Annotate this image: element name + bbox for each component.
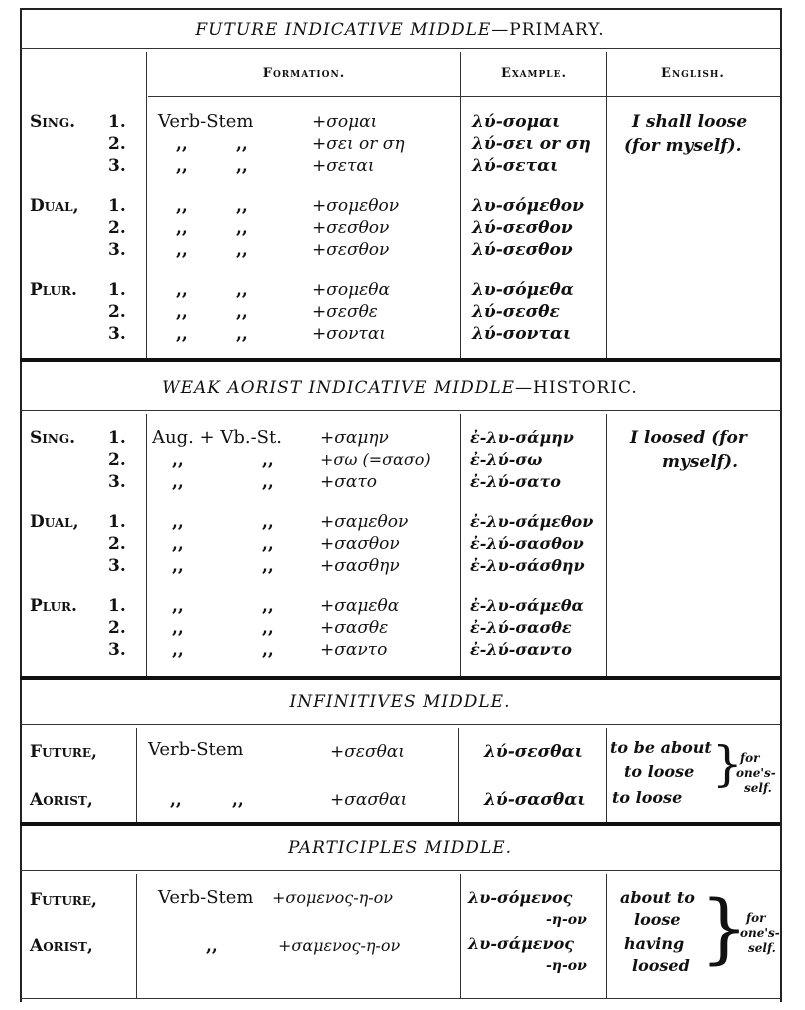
col-line bbox=[606, 414, 607, 676]
english-gloss: to be about bbox=[610, 738, 712, 757]
header-rule bbox=[148, 96, 780, 97]
number-label: Dual, bbox=[30, 512, 79, 532]
number-label: Sing. bbox=[30, 428, 76, 448]
ending: +σαντο bbox=[320, 640, 388, 660]
col-line bbox=[460, 414, 461, 676]
ditto: ,, bbox=[172, 450, 184, 470]
ditto: ,, bbox=[176, 324, 188, 344]
ditto: ,, bbox=[176, 196, 188, 216]
english-gloss: to loose bbox=[624, 762, 695, 781]
example: λύ-σονται bbox=[472, 324, 572, 344]
col-line bbox=[606, 728, 607, 822]
ditto: ,, bbox=[176, 218, 188, 238]
example: -η-ον bbox=[546, 958, 587, 974]
person: 3. bbox=[108, 324, 126, 344]
for-note: self. bbox=[744, 781, 772, 795]
for-note: for bbox=[740, 751, 760, 765]
aorist-title: WEAK AORIST INDICATIVE MIDDLE—HISTORIC. bbox=[162, 378, 638, 398]
example: λύ-σεσθε bbox=[472, 302, 560, 322]
ending: +σαμην bbox=[320, 428, 389, 448]
person: 1. bbox=[108, 112, 126, 132]
ditto: ,, bbox=[262, 512, 274, 532]
person: 2. bbox=[108, 450, 126, 470]
example: λυ-σάμενος bbox=[468, 934, 575, 953]
ditto: ,, bbox=[236, 218, 248, 238]
example: ἐ-λυ-σάμεθα bbox=[470, 596, 584, 615]
tense-label: Future, bbox=[30, 890, 97, 910]
for-note: for bbox=[746, 911, 766, 925]
example: λύ-σει or ση bbox=[472, 134, 591, 154]
ditto: ,, bbox=[172, 618, 184, 638]
tense-label: Aorist, bbox=[30, 936, 93, 956]
col-line bbox=[136, 874, 137, 998]
example: -η-ον bbox=[546, 912, 587, 928]
ending: +σω (=σασο) bbox=[320, 450, 431, 469]
example: λύ-σεται bbox=[472, 156, 559, 176]
person: 1. bbox=[108, 280, 126, 300]
person: 2. bbox=[108, 618, 126, 638]
english-gloss: having bbox=[624, 934, 685, 953]
for-note: self. bbox=[748, 941, 776, 955]
example: λυ-σόμεθα bbox=[472, 280, 574, 300]
ending: +σομεθα bbox=[312, 280, 390, 300]
col-example: Example. bbox=[501, 66, 567, 81]
verb-stem: Verb-Stem bbox=[158, 111, 254, 132]
person: 2. bbox=[108, 302, 126, 322]
person: 1. bbox=[108, 428, 126, 448]
section-rule bbox=[20, 822, 780, 826]
ditto: ,, bbox=[236, 280, 248, 300]
future-title: FUTURE INDICATIVE MIDDLE—PRIMARY. bbox=[195, 20, 605, 40]
tense-label: Future, bbox=[30, 742, 97, 762]
col-line bbox=[460, 874, 461, 998]
example: ἐ-λύ-σαντο bbox=[470, 640, 572, 659]
rule bbox=[20, 410, 780, 411]
person: 1. bbox=[108, 512, 126, 532]
ditto: ,, bbox=[172, 596, 184, 616]
ditto: ,, bbox=[236, 240, 248, 260]
ditto: ,, bbox=[170, 790, 182, 810]
ending: +σασθην bbox=[320, 556, 400, 576]
example: ἐ-λύ-σω bbox=[470, 450, 543, 469]
col-english: English. bbox=[661, 66, 725, 81]
person: 3. bbox=[108, 156, 126, 176]
col-line bbox=[606, 874, 607, 998]
ditto: ,, bbox=[206, 936, 218, 956]
english-gloss: myself). bbox=[662, 452, 738, 472]
ending: +σαμενος-η-ον bbox=[278, 936, 401, 955]
col-line bbox=[458, 728, 459, 822]
ditto: ,, bbox=[262, 450, 274, 470]
col-line bbox=[606, 52, 607, 358]
participles-title: PARTICIPLES MIDDLE. bbox=[287, 838, 513, 858]
ending: +σαμεθον bbox=[320, 512, 409, 532]
ditto: ,, bbox=[172, 640, 184, 660]
number-label: Dual, bbox=[30, 196, 79, 216]
english-gloss: to loose bbox=[612, 788, 683, 807]
person: 3. bbox=[108, 556, 126, 576]
verb-stem: Verb-Stem bbox=[148, 739, 244, 760]
example: ἐ-λύ-σατο bbox=[470, 472, 561, 491]
section-rule bbox=[20, 676, 780, 680]
example: λύ-σομαι bbox=[472, 112, 561, 132]
ending: +σαμεθα bbox=[320, 596, 400, 616]
ditto: ,, bbox=[262, 534, 274, 554]
example: ἐ-λύ-σασθον bbox=[470, 534, 584, 553]
for-note: one's- bbox=[740, 926, 780, 940]
ending: +σομαι bbox=[312, 112, 378, 132]
section-rule bbox=[20, 358, 780, 362]
example: λύ-σεσθον bbox=[472, 240, 573, 260]
tense-label: Aorist, bbox=[30, 790, 93, 810]
example: ἐ-λυ-σάμεθον bbox=[470, 512, 594, 531]
infinitives-title: INFINITIVES MIDDLE. bbox=[289, 692, 511, 712]
aug-verb-stem: Aug. + Vb.-St. bbox=[152, 427, 282, 448]
rule bbox=[20, 870, 780, 871]
brace: } bbox=[712, 736, 743, 792]
rule bbox=[20, 998, 780, 999]
example: λύ-σασθαι bbox=[484, 790, 586, 810]
person: 3. bbox=[108, 240, 126, 260]
example: ἐ-λυ-σάμην bbox=[470, 428, 574, 447]
person: 3. bbox=[108, 472, 126, 492]
col-line bbox=[146, 414, 147, 676]
col-line bbox=[146, 52, 147, 358]
ending: +σασθαι bbox=[330, 790, 408, 810]
english-gloss: loose bbox=[634, 910, 681, 929]
ditto: ,, bbox=[176, 156, 188, 176]
number-label: Sing. bbox=[30, 112, 76, 132]
ditto: ,, bbox=[236, 156, 248, 176]
ditto: ,, bbox=[236, 302, 248, 322]
number-label: Plur. bbox=[30, 280, 77, 300]
example: ἐ-λύ-σασθε bbox=[470, 618, 572, 637]
rule bbox=[20, 724, 780, 725]
rule bbox=[20, 48, 780, 49]
person: 2. bbox=[108, 134, 126, 154]
ditto: ,, bbox=[262, 472, 274, 492]
ending: +σασθε bbox=[320, 618, 389, 638]
ditto: ,, bbox=[176, 302, 188, 322]
english-gloss: about to bbox=[620, 888, 695, 907]
ditto: ,, bbox=[176, 134, 188, 154]
example: ἐ-λυ-σάσθην bbox=[470, 556, 585, 575]
ditto: ,, bbox=[262, 596, 274, 616]
person: 2. bbox=[108, 218, 126, 238]
ditto: ,, bbox=[172, 472, 184, 492]
col-line bbox=[460, 52, 461, 358]
number-label: Plur. bbox=[30, 596, 77, 616]
ending: +σομενος-η-ον bbox=[272, 888, 394, 907]
ditto: ,, bbox=[172, 512, 184, 532]
example: λυ-σόμενος bbox=[468, 888, 573, 907]
ending: +σεσθον bbox=[312, 218, 390, 238]
ending: +σονται bbox=[312, 324, 386, 344]
person: 2. bbox=[108, 534, 126, 554]
person: 3. bbox=[108, 640, 126, 660]
ditto: ,, bbox=[236, 324, 248, 344]
ending: +σατο bbox=[320, 472, 377, 492]
col-formation: Formation. bbox=[262, 66, 346, 81]
ditto: ,, bbox=[262, 618, 274, 638]
ditto: ,, bbox=[236, 196, 248, 216]
ditto: ,, bbox=[236, 134, 248, 154]
english-gloss: loosed bbox=[632, 956, 690, 975]
col-line bbox=[136, 728, 137, 822]
ending: +σεσθον bbox=[312, 240, 390, 260]
ditto: ,, bbox=[172, 534, 184, 554]
for-note: one's- bbox=[736, 766, 776, 780]
ending: +σεσθε bbox=[312, 302, 378, 322]
example: λύ-σεσθαι bbox=[484, 742, 583, 762]
ditto: ,, bbox=[262, 556, 274, 576]
ending: +σομεθον bbox=[312, 196, 400, 216]
ditto: ,, bbox=[176, 280, 188, 300]
ending: +σεται bbox=[312, 156, 375, 176]
example: λύ-σεσθον bbox=[472, 218, 573, 238]
ending: +σει or ση bbox=[312, 134, 405, 154]
ditto: ,, bbox=[262, 640, 274, 660]
english-gloss: I shall loose bbox=[632, 112, 748, 132]
brace: } bbox=[700, 883, 749, 972]
person: 1. bbox=[108, 196, 126, 216]
ditto: ,, bbox=[176, 240, 188, 260]
ending: +σασθον bbox=[320, 534, 400, 554]
person: 1. bbox=[108, 596, 126, 616]
verb-stem: Verb-Stem bbox=[158, 887, 254, 908]
english-gloss: I loosed (for bbox=[630, 428, 747, 448]
english-gloss: (for myself). bbox=[624, 136, 742, 156]
ditto: ,, bbox=[232, 790, 244, 810]
ending: +σεσθαι bbox=[330, 742, 405, 762]
example: λυ-σόμεθον bbox=[472, 196, 584, 216]
ditto: ,, bbox=[172, 556, 184, 576]
